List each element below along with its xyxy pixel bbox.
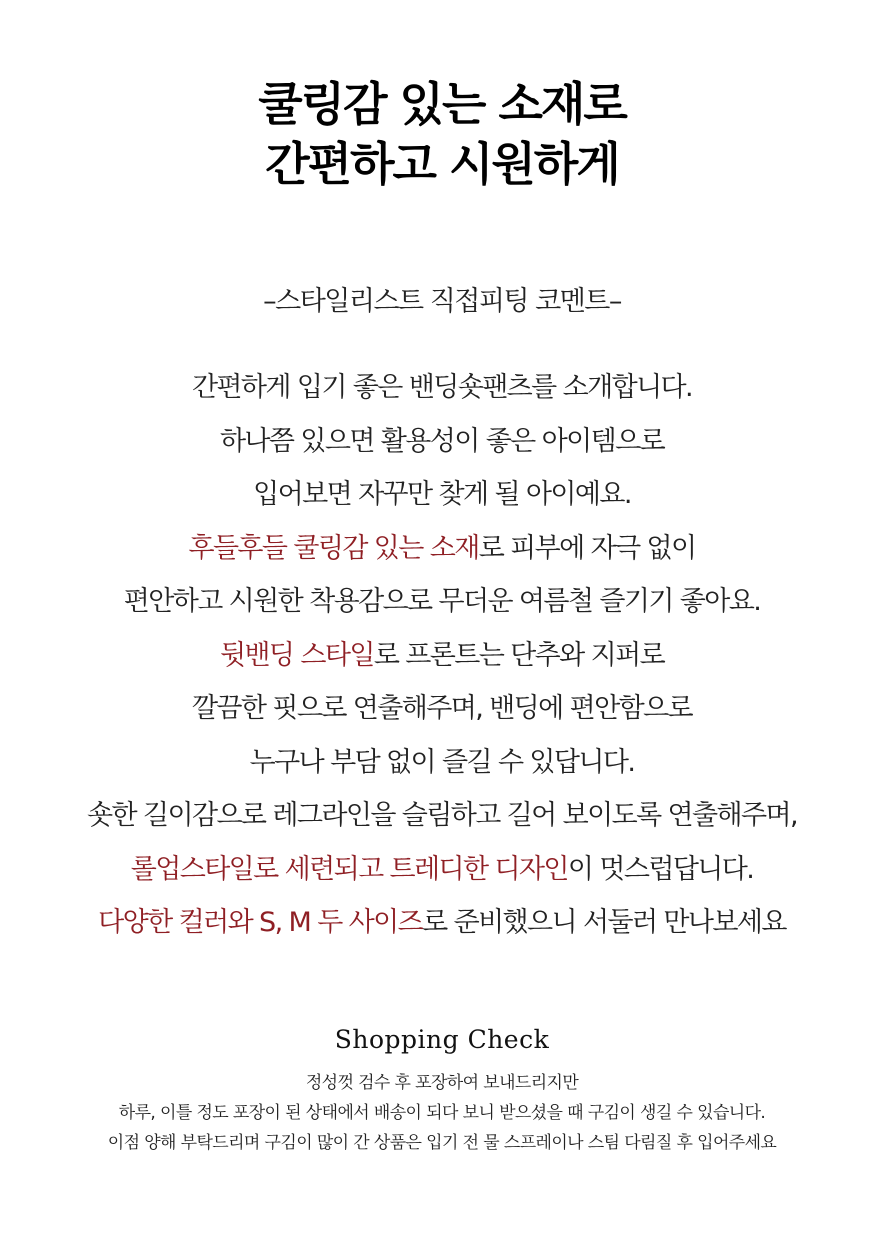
comment-line-6: [0, 633, 884, 687]
comment-line-5: 편안하고 시원한 착용감으로 무더운 여름철 즐기기 좋아요.: [123, 586, 761, 617]
comment-highlight: 후들후들 쿨링감 있는 소재: [188, 532, 479, 564]
comment-text: 로 준비했으니 서둘러 만나보세요: [422, 907, 786, 938]
comment-text: 이 멋스럽답니다.: [567, 853, 754, 885]
comment-line-7: 깔끔한 핏으로 연출해주며, 밴딩에 편안함으로: [191, 693, 693, 724]
notice-line-1: 정성껏 검수 후 포장하여 보내드리지만: [305, 1073, 579, 1093]
comment-line-1: 간편하게 입기 좋은 밴딩숏팬츠를 소개합니다.: [191, 372, 693, 403]
notice-line-3: 이점 양해 부탁드리며 구김이 많이 간 상품은 입기 전 물 스프레이나 스팀 다림질 후 입어주세요: [107, 1133, 777, 1153]
headline: [0, 74, 884, 194]
comment-line-9: 숏한 길이감으로 레그라인을 슬림하고 길어 보이도록 연출해주며,: [87, 800, 797, 831]
notice-line-2: 하루, 이틀 정도 포장이 된 상태에서 배송이 되다 보니 받으셨을 때 구김이 생길 수 있습니다.: [118, 1103, 766, 1123]
comment-highlight: 뒷밴딩 스타일: [219, 639, 374, 671]
comment-text: 로 프론트는 단추와 지퍼로: [373, 639, 665, 671]
comment-line-4: [0, 526, 884, 580]
shopping-check-title: Shopping Check: [334, 1025, 550, 1054]
comment-line-3: 입어보면 자꾸만 찾게 될 아이예요.: [253, 479, 631, 510]
headline-line-2: 간편하고 시원하게: [265, 137, 619, 191]
stylist-comment-body: [0, 365, 884, 954]
comment-highlight: 다양한 컬러와 S, M 두 사이즈: [98, 907, 423, 938]
comment-line-2: 하나쯤 있으면 활용성이 좋은 아이템으로: [219, 425, 665, 457]
comment-line-10: [0, 847, 884, 901]
comment-highlight: 롤업스타일로 세련되고 트레디한 디자인: [130, 853, 568, 885]
comment-line-8: 누구나 부담 없이 즐길 수 있답니다.: [249, 746, 635, 778]
shopping-check-notice: [0, 1068, 884, 1158]
comment-text: 로 피부에 자극 없이: [478, 532, 696, 564]
stylist-comment-heading: –스타일리스트 직접피팅 코멘트–: [263, 286, 621, 317]
comment-line-11: [0, 900, 884, 954]
headline-line-1: 쿨링감 있는 소재로: [258, 77, 626, 131]
